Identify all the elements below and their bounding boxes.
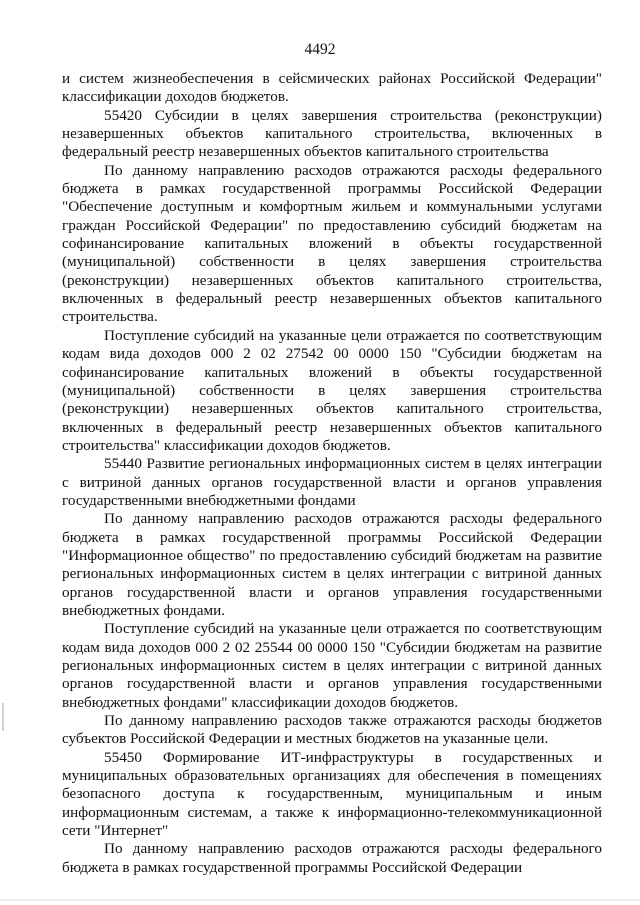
scan-artifact xyxy=(2,703,4,731)
paragraph-55440-regional: По данному направлению расходов также отражаются расходы бюджетов субъектов Российской Федерации и местных бюджетов на указанные цели. xyxy=(62,712,602,748)
paragraph-55420-income: Поступление субсидий на указанные цели отражается по соответствующим кодам вида доходов 000 2 02 27542 00 0000 150 "Субсидии бюджетам на софинансирование капитальных вложений в объекты государственной (муниципальной) собственности в целях завершения строительства (реконструкции) незавершенных объектов капитального строительства, включенных в федеральный реестр незавершенных объектов капитального строительства" классификации доходов бюджетов. xyxy=(62,326,602,454)
paragraph-55440-income: Поступление субсидий на указанные цели отражается по соответствующим кодам вида доходов 000 2 02 25544 00 0000 150 "Субсидии бюджетам на развитие региональных информационных систем в целях интеграции с витриной данных органов государственной власти и органов управления государственными внебюджетных фондами" классификации доходов бюджетов. xyxy=(62,620,602,711)
paragraph-55440-expenses: По данному направлению расходов отражаются расходы федерального бюджета в рамках государственной программы Российской Федерации "Информационное общество" по предоставлению субсидий бюджетам на развитие региональных информационных систем в целях интеграции с витриной данных органов государственной власти и органов управления государственными внебюджетных фондами. xyxy=(62,510,602,619)
document-body xyxy=(62,70,602,877)
paragraph-55450-heading: 55450 Формирование ИТ-инфраструктуры в государственных и муниципальных образовательных организациях для обеспечения в помещениях безопасного доступа к государственным, муниципальным и иным информационным системам, а также к информационно-телекоммуникационной сети "Интернет" xyxy=(62,748,602,840)
paragraph-55420-expenses: По данному направлению расходов отражаются расходы федерального бюджета в рамках государственной программы Российской Федерации "Обеспечение доступным и комфортным жильем и коммунальными услугами граждан Российской Федерации" по предоставлению субсидий бюджетам на софинансирование капитальных вложений в объекты государственной (муниципальной) собственности в целях завершения строительства (реконструкции) незавершенных объектов капитального строительства, включенных в федеральный реестр незавершенных объектов капитального строительства. xyxy=(62,161,602,326)
paragraph-continuation: и систем жизнеобеспечения в сейсмических районах Российской Федерации" классификации доходов бюджетов. xyxy=(62,70,602,106)
paragraph-55440-heading: 55440 Развитие региональных информационных систем в целях интеграции с витриной данных органов государственной власти и органов управления государственными внебюджетными фондами xyxy=(62,455,602,509)
page-number: 4492 xyxy=(304,41,336,58)
scan-edge-line xyxy=(0,899,640,901)
paragraph-55420-heading: 55420 Субсидии в целях завершения строительства (реконструкции) незавершенных объектов капитального строительства, включенных в федеральный реестр незавершенных объектов капитального строительства xyxy=(62,106,602,161)
paragraph-55450-expenses: По данному направлению расходов отражаются расходы федерального бюджета в рамках государственной программы Российской Федерации xyxy=(62,840,602,876)
